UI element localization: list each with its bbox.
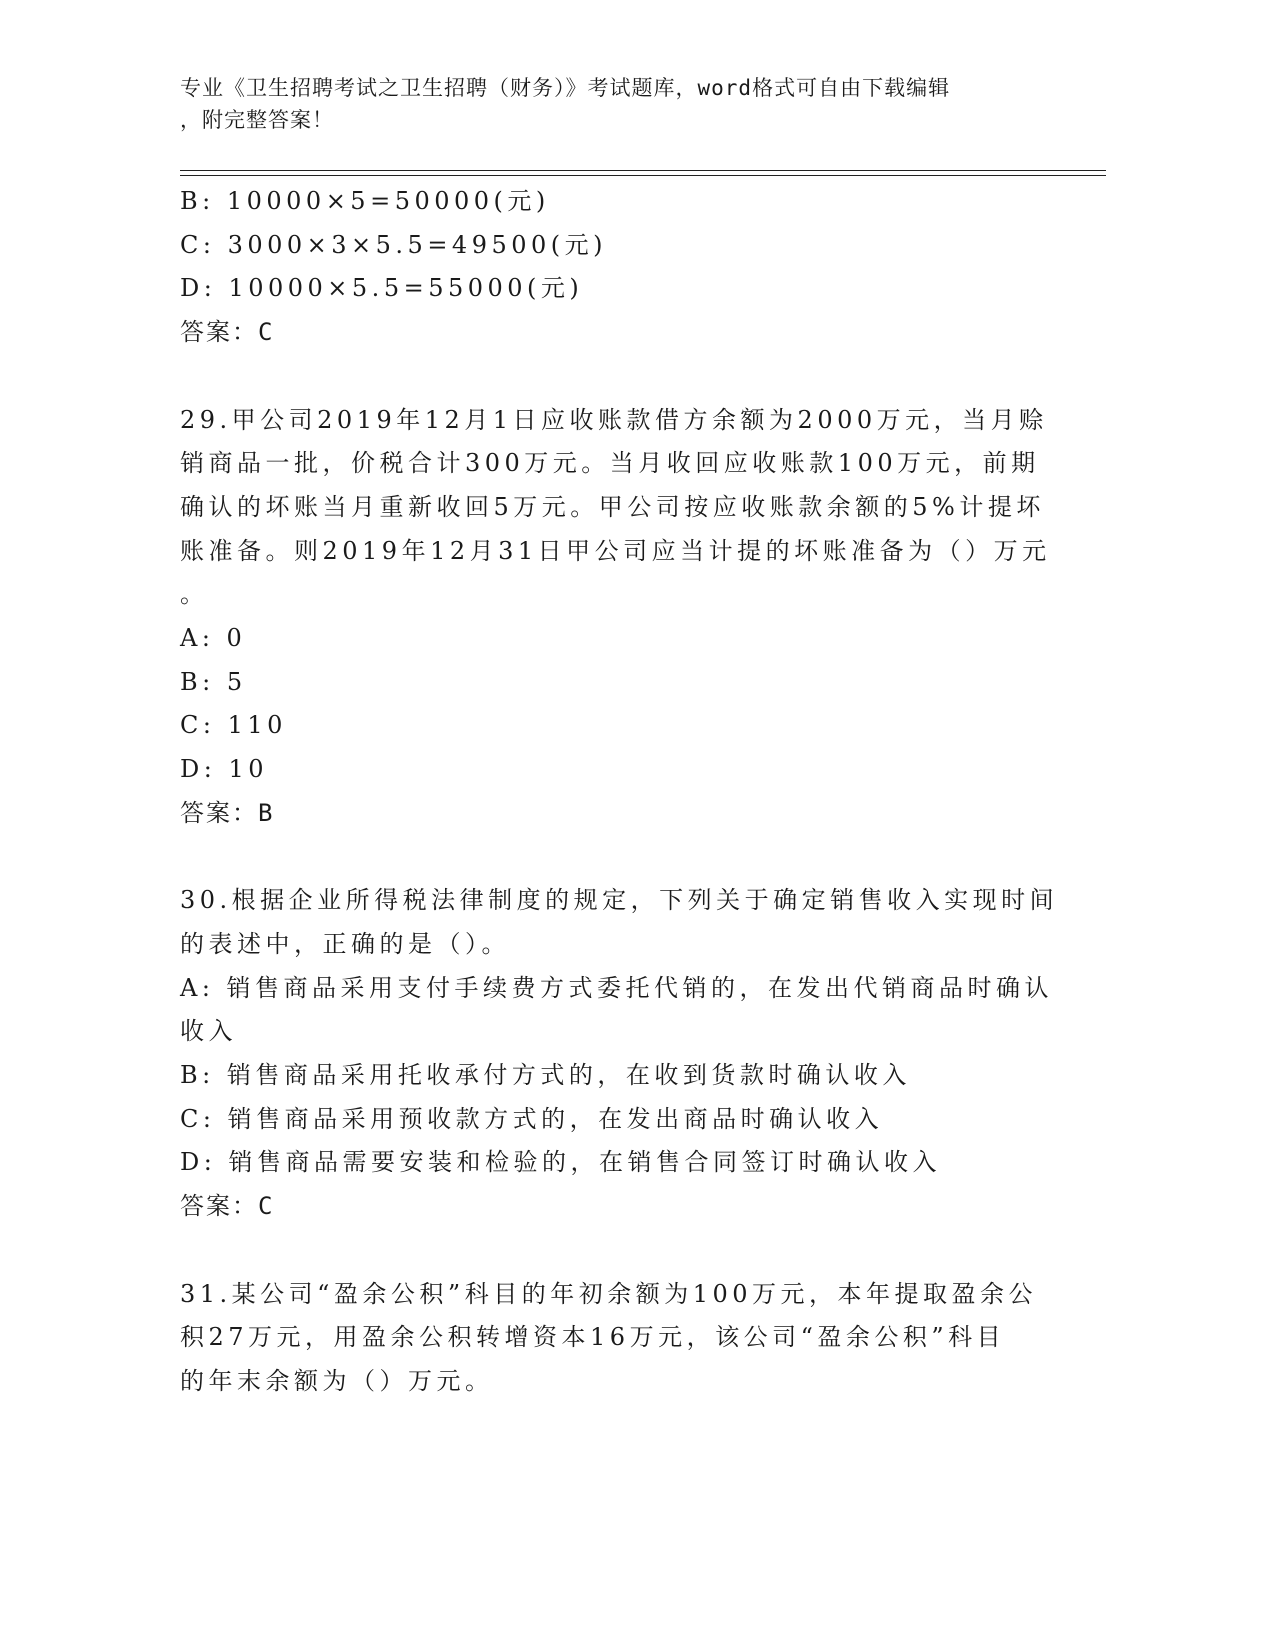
header-rule-top	[180, 170, 1106, 171]
option-b: B: 10000×5=50000(元)	[180, 187, 550, 215]
question-text-line: 的年末余额为（）万元。	[180, 1366, 494, 1395]
option-a: A: 0	[180, 624, 247, 653]
spacer	[180, 355, 1040, 399]
header-line-2: ，附完整答案！	[180, 108, 334, 132]
question-text-line: 29.甲公司2019年12月1日应收账款借方余额为2000万元，当月赊	[180, 405, 1048, 434]
option-c: C: 3000×3×5.5=49500(元)	[180, 230, 607, 259]
question-text-line: 销商品一批，价税合计300万元。当月收回应收账款100万元，前期	[180, 449, 1040, 478]
document-header	[180, 72, 1030, 136]
question-text-line: 积27万元，用盈余公积转增资本16万元，该公司“盈余公积”科目	[180, 1323, 1006, 1352]
answer-line: 答案：C	[180, 1192, 275, 1221]
option-b: B: 5	[180, 667, 247, 696]
question-text-line: 31.某公司“盈余公积”科目的年初余额为100万元，本年提取盈余公	[180, 1279, 1038, 1308]
spacer	[180, 1229, 1040, 1273]
document-body	[180, 180, 1059, 1404]
answer-line: 答案：C	[180, 318, 275, 347]
header-line-1: 专业《卫生招聘考试之卫生招聘（财务）》考试题库，word格式可自由下载编辑	[180, 76, 951, 100]
option-d: D: 10	[180, 755, 268, 784]
spacer	[180, 836, 1040, 880]
question-31	[180, 1273, 1040, 1404]
previous-question-options	[180, 180, 1040, 355]
option-d: D: 销售商品需要安装和检验的，在销售合同签订时确认收入	[180, 1148, 941, 1177]
option-b: B: 销售商品采用托收承付方式的，在收到货款时确认收入	[180, 1061, 911, 1090]
option-d: D: 10000×5.5=55000(元)	[180, 274, 584, 303]
option-c: C: 110	[180, 711, 287, 740]
option-c: C: 销售商品采用预收款方式的，在发出商品时确认收入	[180, 1104, 884, 1133]
option-a-continued: 收入	[180, 1017, 237, 1046]
question-text-line: 30.根据企业所得税法律制度的规定，下列关于确定销售收入实现时间	[180, 886, 1059, 915]
question-text-line: 账准备。则2019年12月31日甲公司应当计提的坏账准备为（）万元	[180, 536, 1051, 565]
question-29	[180, 399, 1051, 836]
question-30	[180, 879, 1059, 1229]
option-a: A: 销售商品采用支付手续费方式委托代销的，在发出代销商品时确认	[180, 973, 1054, 1002]
header-rule-bottom	[180, 175, 1106, 176]
answer-line: 答案：B	[180, 798, 275, 827]
question-text-line: 确认的坏账当月重新收回5万元。甲公司按应收账款余额的5%计提坏	[180, 492, 1045, 521]
question-text-line: 的表述中，正确的是（）。	[180, 929, 510, 958]
question-text-line: 。	[180, 580, 209, 609]
